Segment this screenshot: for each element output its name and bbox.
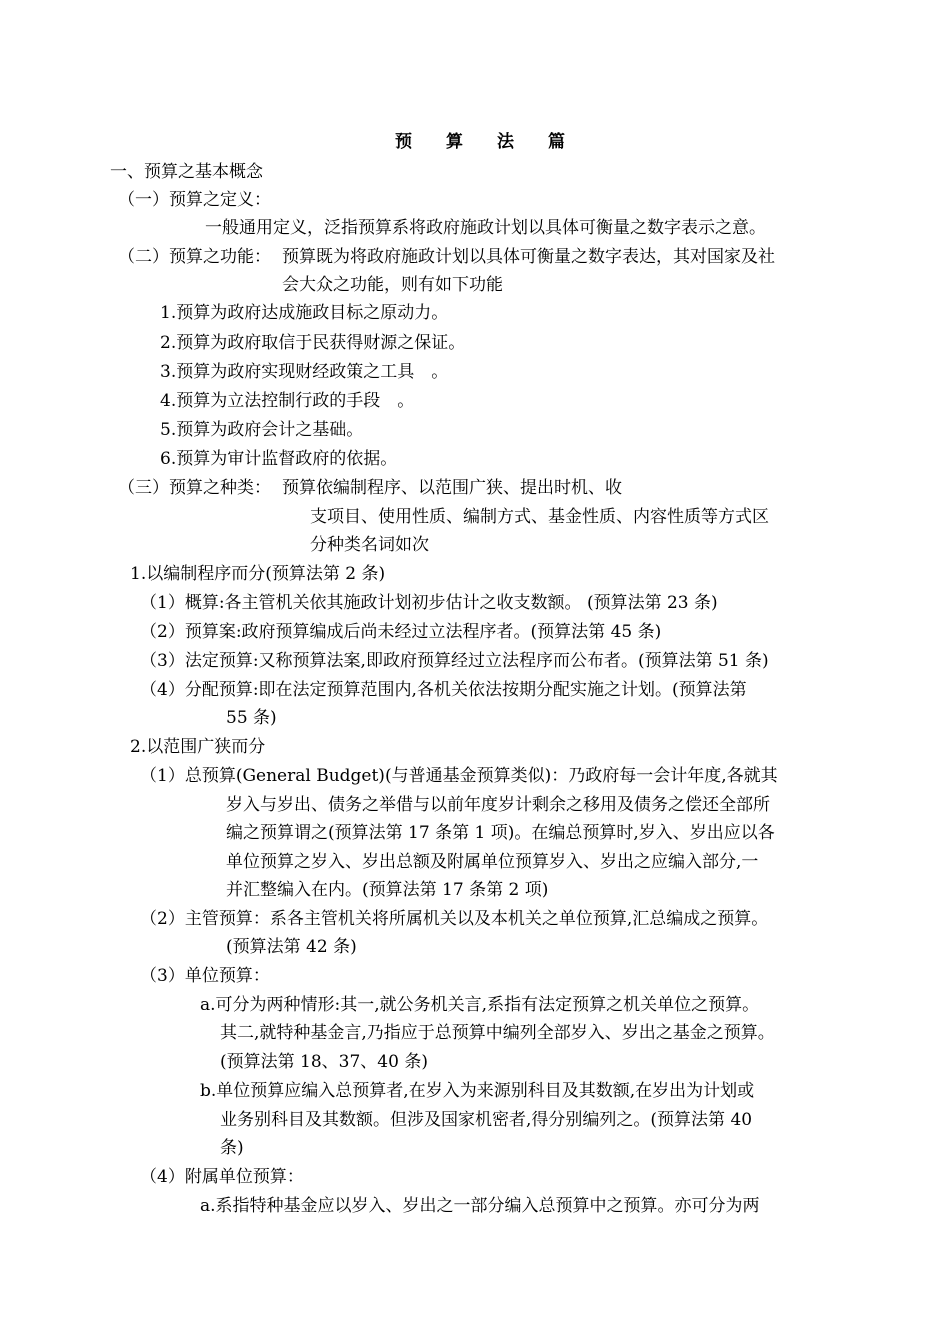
admin-budget-label: （2）主管预算： bbox=[140, 909, 270, 929]
function-item: 6.预算为审计监督政府的依据。 bbox=[160, 449, 398, 469]
types-text-3: 分种类名词如次 bbox=[310, 535, 429, 555]
admin-budget-line bbox=[140, 907, 768, 931]
unit-budget-item-b: 业务别科目及其数额。但涉及国家机密者,得分别编列之。(预算法第 40 bbox=[220, 1110, 753, 1130]
definition-label: （一）预算之定义： bbox=[118, 190, 271, 210]
unit-budget-item-a: 其二,就特种基金言,乃指应于总预算中编列全部岁入、岁出之基金之预算。 bbox=[220, 1023, 775, 1043]
function-item: 1.预算为政府达成施政目标之原动力。 bbox=[160, 303, 449, 323]
types-text-2: 支项目、使用性质、编制方式、基金性质、内容性质等方式区 bbox=[310, 507, 769, 527]
function-item: 4.预算为立法控制行政的手段 。 bbox=[160, 391, 415, 411]
total-budget-line bbox=[140, 764, 778, 788]
function-item: 2.预算为政府取信于民获得财源之保证。 bbox=[160, 333, 466, 353]
procedure-item-text: 各主管机关依其施政计划初步估计之收支数额。 (预算法第 23 条) bbox=[224, 593, 718, 613]
title-char: 算 bbox=[446, 132, 463, 152]
procedure-item-label: （1）概算: bbox=[140, 593, 225, 613]
procedure-item-label: （2）预算案: bbox=[140, 622, 242, 642]
total-budget-text: 单位预算之岁入、岁出总额及附属单位预算岁入、岁出之应编入部分,一 bbox=[226, 852, 759, 872]
procedure-item-text: 政府预算编成后尚未经过立法程序者。(预算法第 45 条) bbox=[241, 622, 662, 642]
procedure-item-label: （3）法定预算: bbox=[140, 651, 259, 671]
section-heading: 一、预算之基本概念 bbox=[110, 162, 263, 182]
title-char: 篇 bbox=[548, 132, 565, 152]
unit-budget-item-a: a.可分为两种情形:其一,就公务机关言,系指有法定预算之机关单位之预算。 bbox=[200, 995, 760, 1015]
affiliated-budget-item-a: a.系指特种基金应以岁入、岁出之一部分编入总预算中之预算。亦可分为两 bbox=[200, 1196, 760, 1216]
procedure-item bbox=[140, 649, 769, 673]
types-text-1: 预算依编制程序、以范围广狭、提出时机、收 bbox=[282, 478, 622, 498]
unit-budget-item-b: b.单位预算应编入总预算者,在岁入为来源别科目及其数额,在岁出为计划或 bbox=[200, 1081, 755, 1101]
function-label: （二）预算之功能： bbox=[118, 247, 271, 267]
function-text-2: 会大众之功能，则有如下功能 bbox=[282, 275, 503, 295]
unit-budget-item-b: 条) bbox=[220, 1138, 244, 1158]
procedure-item-text: 即在法定预算范围内,各机关依法按期分配实施之计划。(预算法第 bbox=[258, 680, 747, 700]
admin-budget-text: (预算法第 42 条) bbox=[226, 937, 357, 957]
title-char: 预 bbox=[395, 132, 412, 152]
affiliated-budget-label: （4）附属单位预算： bbox=[140, 1167, 304, 1187]
procedure-item bbox=[140, 620, 661, 644]
definition-text: 一般通用定义，泛指预算系将政府施政计划以具体可衡量之数字表示之意。 bbox=[205, 218, 766, 238]
procedure-item bbox=[140, 591, 718, 615]
total-budget-text: 并汇整编入在内。(预算法第 17 条第 2 项) bbox=[226, 880, 549, 900]
total-budget-text: 岁入与岁出、债务之举借与以前年度岁计剩余之移用及债务之偿还全部所 bbox=[226, 795, 770, 815]
page-title bbox=[395, 130, 565, 154]
unit-budget-item-a: (预算法第 18、37、40 条) bbox=[220, 1052, 428, 1072]
scope-heading: 2.以范围广狭而分 bbox=[130, 737, 266, 757]
total-budget-text: 编之预算谓之(预算法第 17 条第 1 项)。在编总预算时,岁入、岁出应以各 bbox=[226, 823, 775, 843]
function-item: 3.预算为政府实现财经政策之工具 。 bbox=[160, 362, 449, 382]
function-text-1: 预算既为将政府施政计划以具体可衡量之数字表达，其对国家及社 bbox=[282, 247, 775, 267]
types-label: （三）预算之种类： bbox=[118, 478, 271, 498]
procedure-item-continuation: 55 条) bbox=[226, 708, 277, 728]
procedure-heading: 1.以编制程序而分(预算法第 2 条) bbox=[130, 564, 386, 584]
procedure-item-text: 又称预算法案,即政府预算经过立法程序而公布者。(预算法第 51 条) bbox=[258, 651, 769, 671]
total-budget-label: （1）总预算 bbox=[140, 766, 236, 786]
admin-budget-text: 系各主管机关将所属机关以及本机关之单位预算,汇总编成之预算。 bbox=[269, 909, 769, 929]
title-char: 法 bbox=[497, 132, 514, 152]
unit-budget-label: （3）单位预算： bbox=[140, 966, 270, 986]
function-item: 5.预算为政府会计之基础。 bbox=[160, 420, 364, 440]
procedure-item bbox=[140, 678, 747, 702]
total-budget-text: (General Budget)(与普通基金预算类似)：乃政府每一会计年度,各就其 bbox=[235, 766, 778, 786]
procedure-item-label: （4）分配预算: bbox=[140, 680, 259, 700]
